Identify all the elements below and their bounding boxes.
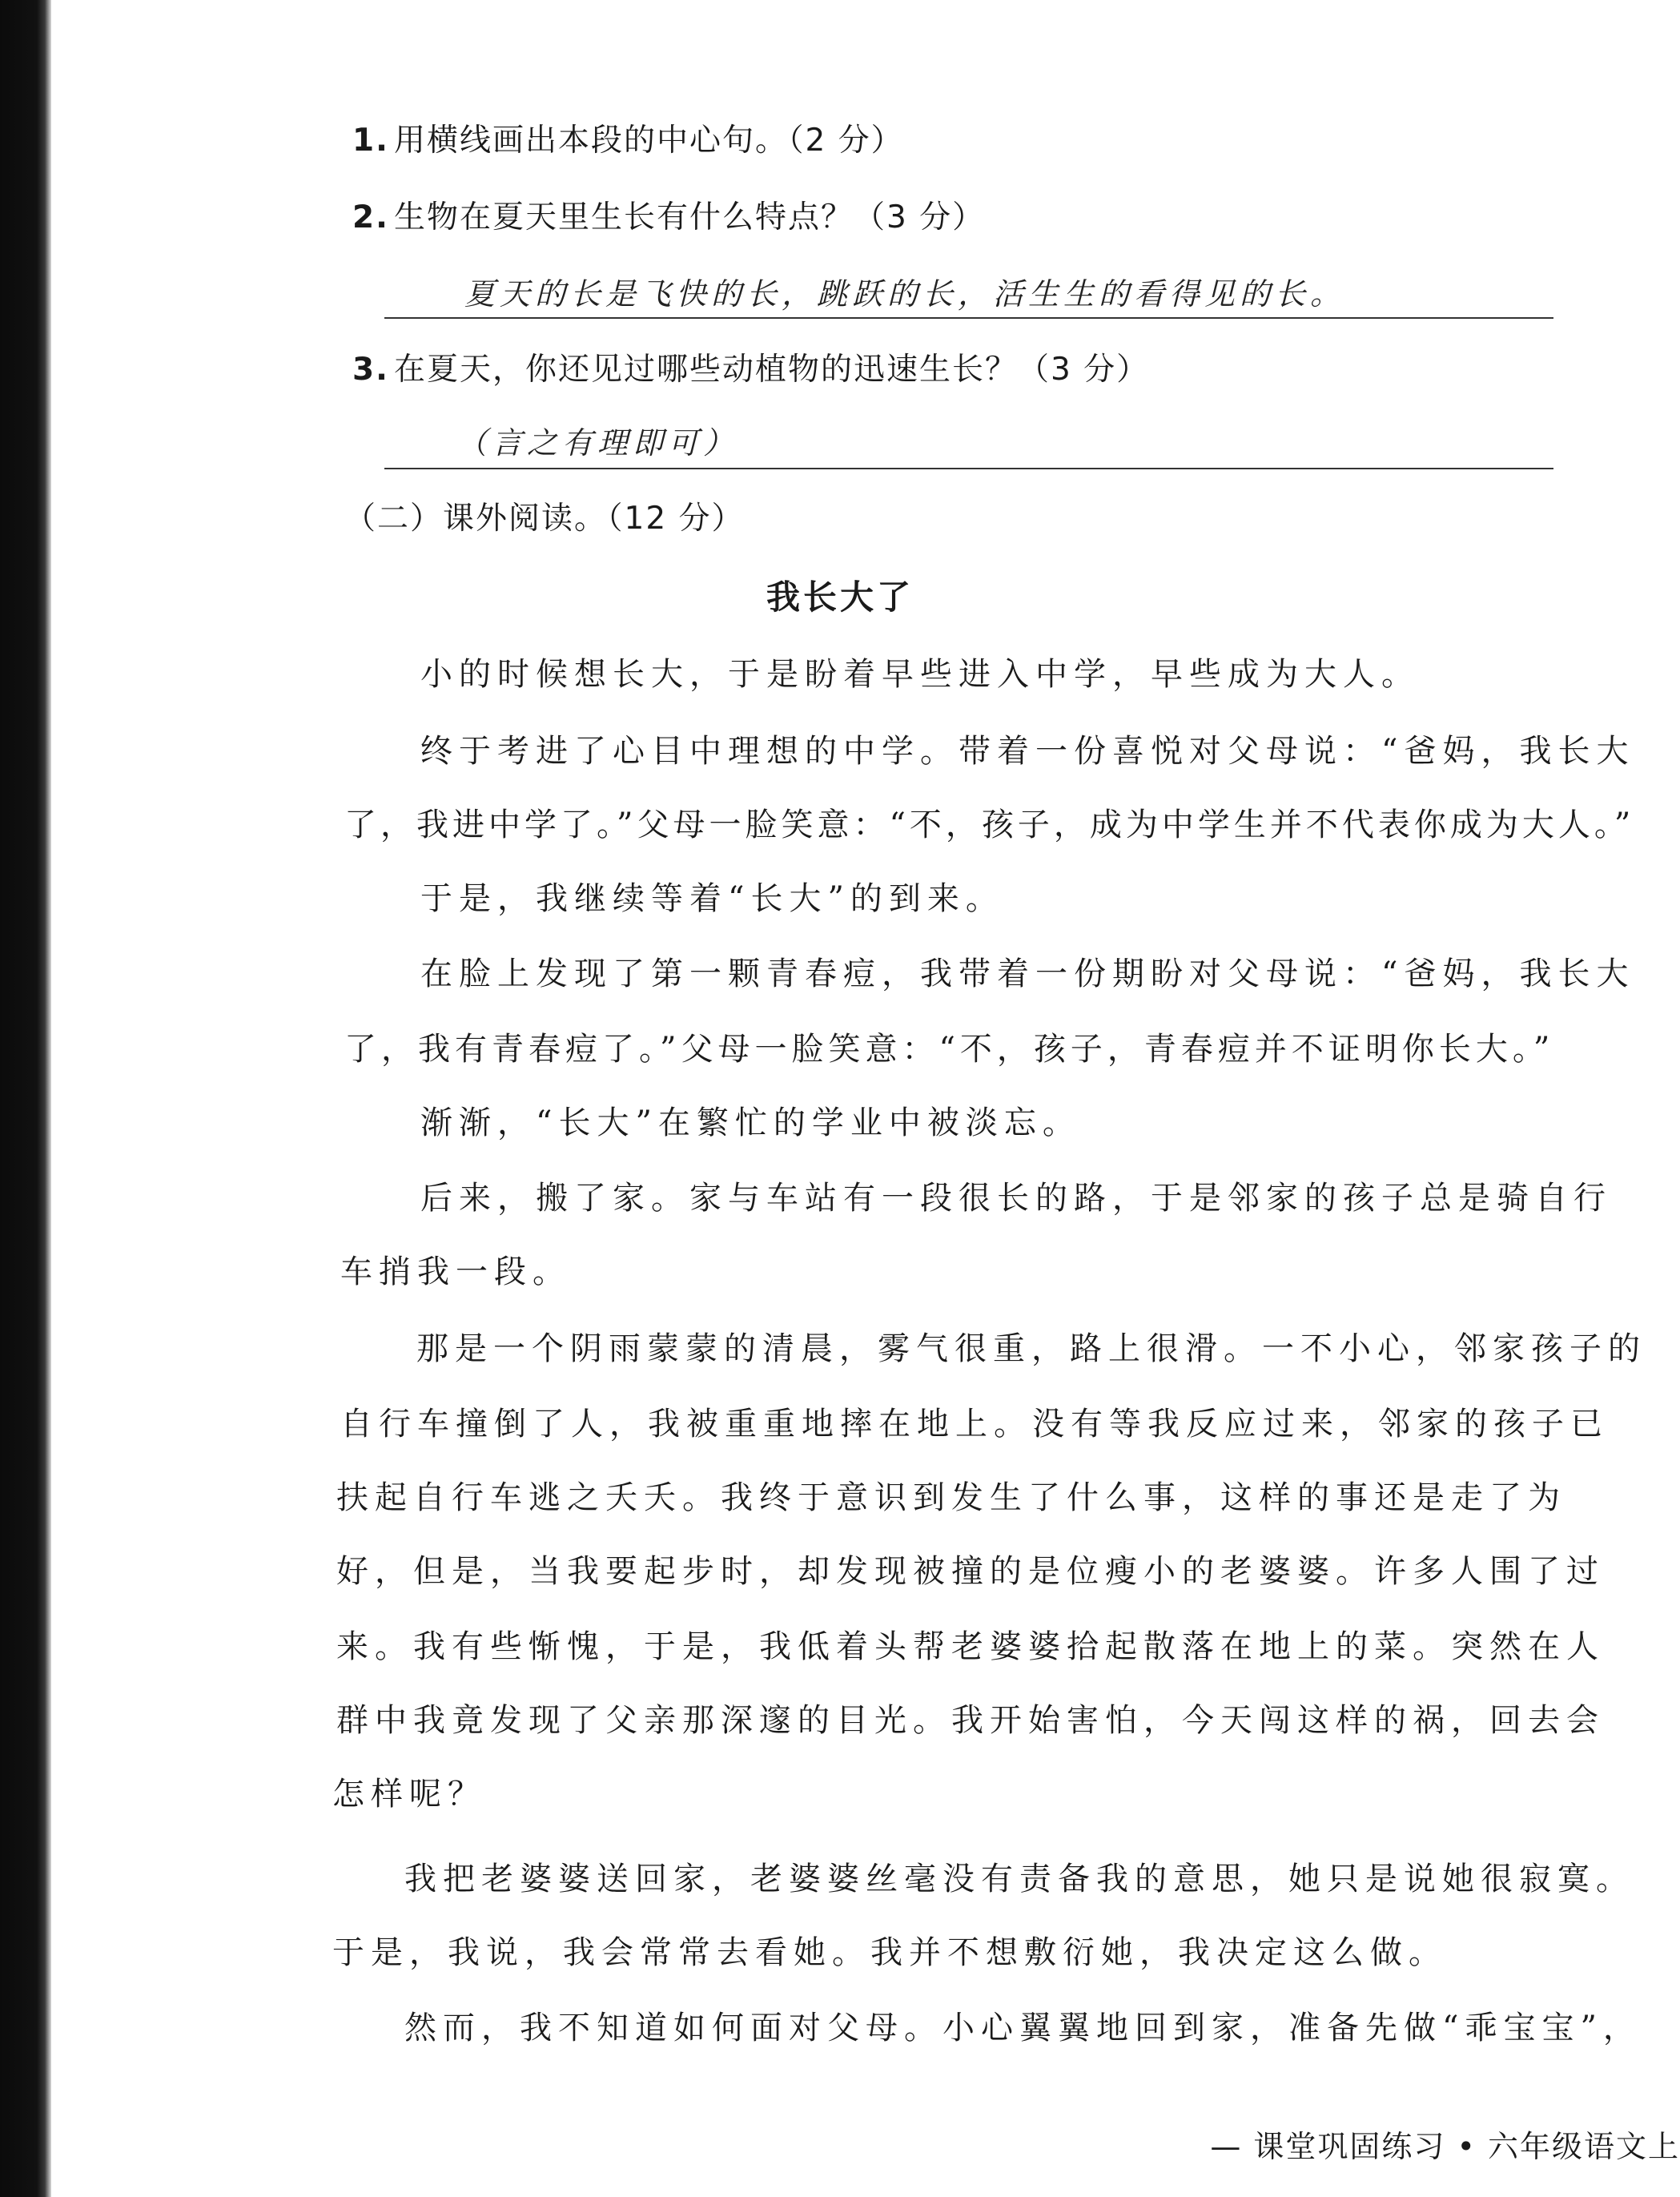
article-line: 车捎我一段。 [340, 1253, 571, 1290]
question-2-number: 2. [352, 199, 389, 235]
answer-line-3 [384, 468, 1553, 469]
question-3-number: 3. [352, 352, 389, 388]
article-line: 终于考进了心目中理想的中学。带着一份喜悦对父母说：“爸妈，我长大 [420, 733, 1635, 770]
question-2 [352, 195, 985, 240]
answer-line-2 [384, 317, 1553, 319]
section-heading: （二）课外阅读。（12 分） [344, 501, 745, 537]
article-line: 在脸上发现了第一颗青春痘，我带着一份期盼对父母说：“爸妈，我长大 [420, 956, 1635, 992]
article-line: 好，但是，当我要起步时，却发现被撞的是位瘦小的老婆婆。许多人围了过 [336, 1553, 1605, 1590]
question-1-text: 用横线画出本段的中心句。（2 分） [393, 123, 904, 159]
article-line: 扶起自行车逃之夭夭。我终于意识到发生了什么事，这样的事还是走了为 [336, 1479, 1566, 1516]
question-2-text: 生物在夏天里生长有什么特点？（3 分） [393, 199, 986, 235]
article-line: 然而，我不知道如何面对父母。小心翼翼地回到家，准备先做“乖宝宝”， [404, 2010, 1642, 2046]
article-line: 来。我有些惭愧，于是，我低着头帮老婆婆拾起散落在地上的菜。突然在人 [336, 1628, 1605, 1665]
article-line: 了，我有青春痘了。”父母一脸笑意：“不，孩子，青春痘并不证明你长大。” [344, 1031, 1555, 1068]
question-3-text: 在夏天，你还见过哪些动植物的迅速生长？（3 分） [393, 352, 1150, 388]
question-3 [352, 348, 1149, 392]
article-line: 于是，我说，我会常常去看她。我并不想敷衍她，我决定这么做。 [332, 1934, 1447, 1971]
article-line: 群中我竟发现了父亲那深邃的目光。我开始害怕，今天闯这样的祸，回去会 [336, 1702, 1605, 1739]
article-line: 我把老婆婆送回家，老婆婆丝毫没有责备我的意思，她只是说她很寂寞。 [404, 1861, 1634, 1897]
article-line: 了，我进中学了。”父母一脸笑意：“不，孩子，成为中学生并不代表你成为大人。” [344, 807, 1635, 843]
page-footer: — 课堂巩固练习 • 六年级语文上 [1210, 2129, 1680, 2164]
question-2-answer: 夏天的长是飞快的长，跳跃的长，活生生的看得见的长。 [464, 276, 1346, 312]
article-title: 我长大了 [766, 577, 914, 617]
article-line: 那是一个阴雨蒙蒙的清晨，雾气很重，路上很滑。一不小心，邻家孩子的 [416, 1330, 1646, 1367]
article-line: 怎样呢？ [332, 1776, 486, 1813]
article-line: 后来，搬了家。家与车站有一段很长的路，于是邻家的孩子总是骑自行 [420, 1180, 1612, 1217]
article-line: 自行车撞倒了人，我被重重地摔在地上。没有等我反应过来，邻家的孩子已 [340, 1406, 1609, 1443]
article-line: 于是，我继续等着“长大”的到来。 [420, 880, 1004, 917]
article-line: 渐渐，“长大”在繁忙的学业中被淡忘。 [420, 1105, 1081, 1141]
article-line: 小的时候想长大，于是盼着早些进入中学，早些成为大人。 [420, 656, 1420, 693]
question-1-number: 1. [352, 123, 389, 159]
question-1 [352, 119, 904, 163]
question-3-answer: （言之有理即可） [456, 425, 739, 461]
